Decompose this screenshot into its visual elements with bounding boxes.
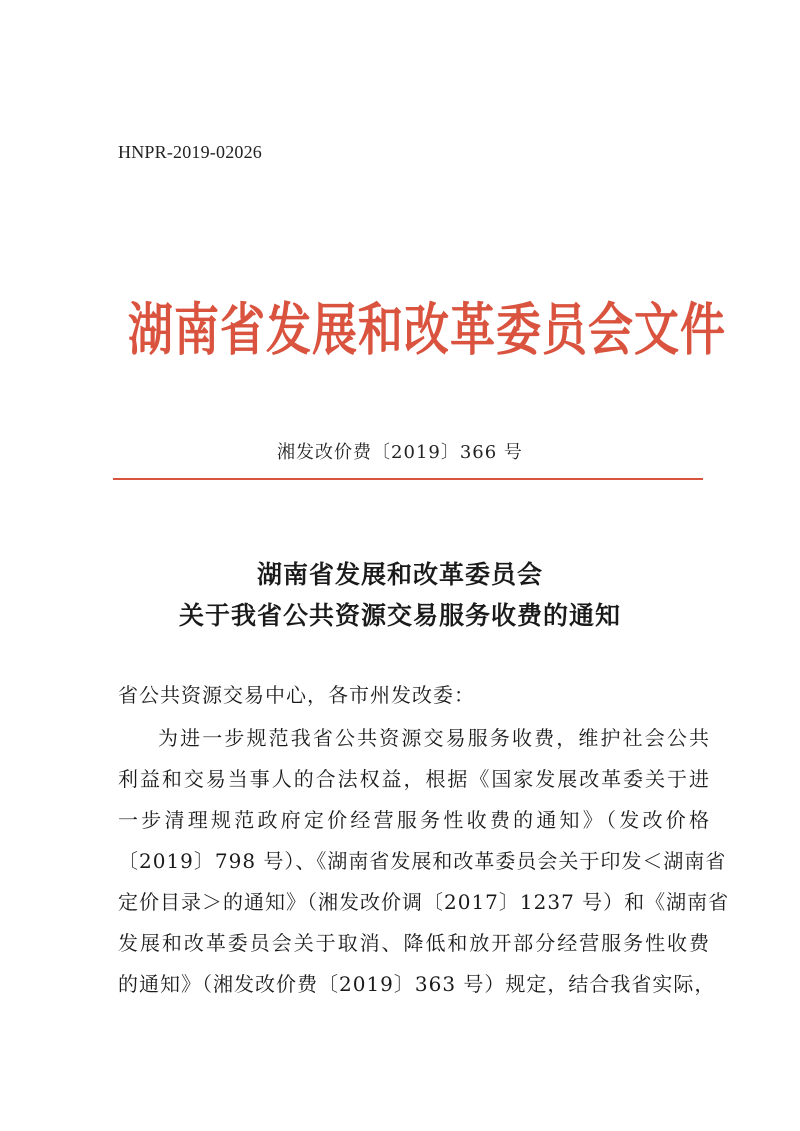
body-paragraph-line: 为进一步规范我省公共资源交易服务收费，维护社会公共 (158, 726, 710, 750)
body-paragraph-line: 的通知》（湘发改价费〔2019〕363 号）规定，结合我省实际， (118, 972, 716, 996)
red-divider-line (113, 478, 703, 480)
body-paragraph-line: 〔2019〕798 号）、《湖南省发展和改革委员会关于印发＜湖南省 (118, 849, 727, 873)
document-code: HNPR-2019-02026 (118, 142, 263, 162)
issuer-header: 湖南省发展和改革委员会文件 (128, 296, 727, 363)
body-paragraph-line: 一步清理规范政府定价经营服务性收费的通知》（发改价格 (118, 808, 710, 832)
body-paragraph-line: 定价目录＞的通知》（湘发改价调〔2017〕1237 号）和《湖南省 (118, 890, 730, 914)
document-title-line-2: 关于我省公共资源交易服务收费的通知 (178, 601, 621, 630)
document-number: 湘发改价费〔2019〕366 号 (277, 442, 523, 463)
document-title-line-1: 湖南省发展和改革委员会 (256, 560, 543, 589)
recipient-line: 省公共资源交易中心，各市州发改委： (118, 683, 475, 707)
body-paragraph-line: 发展和改革委员会关于取消、降低和放开部分经营服务性收费 (118, 931, 710, 955)
body-paragraph-line: 利益和交易当事人的合法权益，根据《国家发展改革委关于进 (118, 767, 710, 791)
